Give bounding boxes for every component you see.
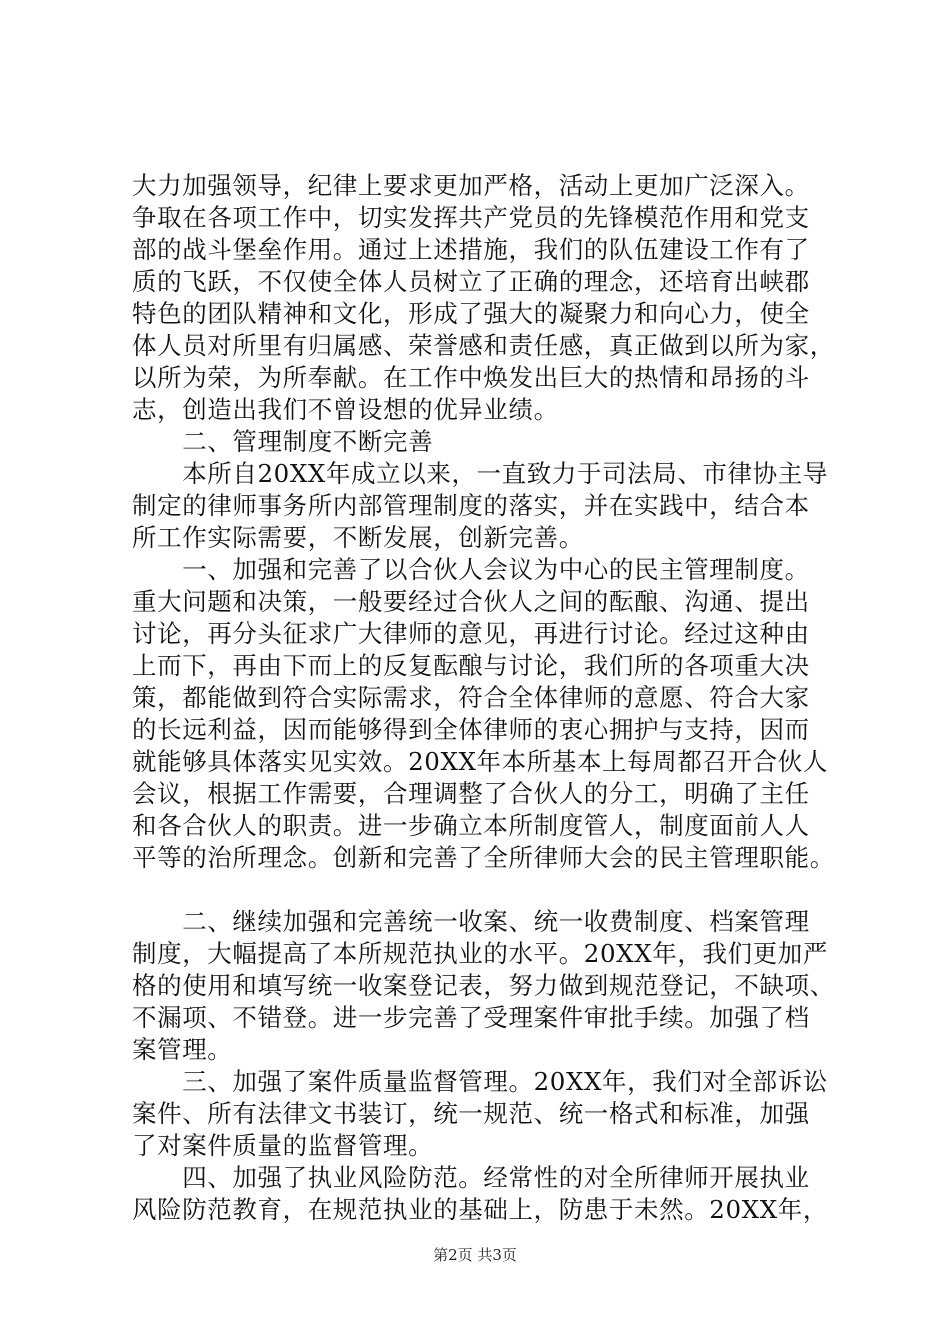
- text-line: 大力加强领导，纪律上要求更加严格，活动上更加广泛深入。: [132, 171, 810, 200]
- text-line: 制度，大幅提高了本所规范执业的水平。20XX年，我们更加严: [132, 939, 828, 968]
- text-line: 本所自20XX年成立以来，一直致力于司法局、市律协主导: [132, 459, 828, 488]
- text-line: 案管理。: [132, 1035, 233, 1064]
- text-line: 体人员对所里有归属感、荣誉感和责任感，真正做到以所为家，: [132, 331, 835, 360]
- text-line: 和各合伙人的职责。进一步确立本所制度管人，制度面前人人: [132, 811, 810, 840]
- text-line: 制定的律师事务所内部管理制度的落实，并在实践中，结合本: [132, 491, 810, 520]
- text-line: 争取在各项工作中，切实发挥共产党员的先锋模范作用和党支: [132, 203, 810, 232]
- blank-line: [132, 874, 852, 906]
- text-line: 志，创造出我们不曾设想的优异业绩。: [132, 395, 559, 424]
- text-line: 部的战斗堡垒作用。通过上述措施，我们的队伍建设工作有了: [132, 235, 810, 264]
- text-line: 案件、所有法律文书装订，统一规范、统一格式和标准，加强: [132, 1099, 810, 1128]
- text-line: 不漏项、不错登。进一步完善了受理案件审批手续。加强了档: [132, 1003, 810, 1032]
- text-line: 风险防范教育，在规范执业的基础上，防患于未然。20XX年，: [132, 1195, 828, 1224]
- section-heading: 二、管理制度不断完善: [132, 427, 434, 456]
- text-line: 二、继续加强和完善统一收案、统一收费制度、档案管理: [132, 907, 810, 936]
- text-line: 三、加强了案件质量监督管理。20XX年，我们对全部诉讼: [132, 1067, 828, 1096]
- text-line: 上而下，再由下而上的反复酝酿与讨论，我们所的各项重大决: [132, 651, 810, 680]
- text-line: 以所为荣，为所奉献。在工作中焕发出巨大的热情和昂扬的斗: [132, 363, 810, 392]
- text-line: 讨论，再分头征求广大律师的意见，再进行讨论。经过这种由: [132, 619, 810, 648]
- text-line: 会议，根据工作需要，合理调整了合伙人的分工，明确了主任: [132, 779, 810, 808]
- text-line: 策，都能做到符合实际需求，符合全体律师的意愿、符合大家: [132, 683, 810, 712]
- text-line: 四、加强了执业风险防范。经常性的对全所律师开展执业: [132, 1163, 810, 1192]
- document-body: [132, 170, 852, 1226]
- text-line: 平等的治所理念。创新和完善了全所律师大会的民主管理职能。: [132, 843, 835, 872]
- text-line: 的长远利益，因而能够得到全体律师的衷心拥护与支持，因而: [132, 715, 810, 744]
- page-number-footer: 第2页 共3页: [433, 1246, 517, 1264]
- text-line: 就能够具体落实见实效。20XX年本所基本上每周都召开合伙人: [132, 747, 828, 776]
- text-line: 特色的团队精神和文化，形成了强大的凝聚力和向心力，使全: [132, 299, 810, 328]
- text-line: 了对案件质量的监督管理。: [132, 1131, 434, 1160]
- text-line: 一、加强和完善了以合伙人会议为中心的民主管理制度。: [132, 555, 810, 584]
- text-line: 所工作实际需要，不断发展，创新完善。: [132, 523, 584, 552]
- text-line: 格的使用和填写统一收案登记表，努力做到规范登记，不缺项、: [132, 971, 835, 1000]
- text-line: 重大问题和决策，一般要经过合伙人之间的酝酿、沟通、提出: [132, 587, 810, 616]
- text-line: 质的飞跃，不仅使全体人员树立了正确的理念，还培育出峡郡: [132, 267, 810, 296]
